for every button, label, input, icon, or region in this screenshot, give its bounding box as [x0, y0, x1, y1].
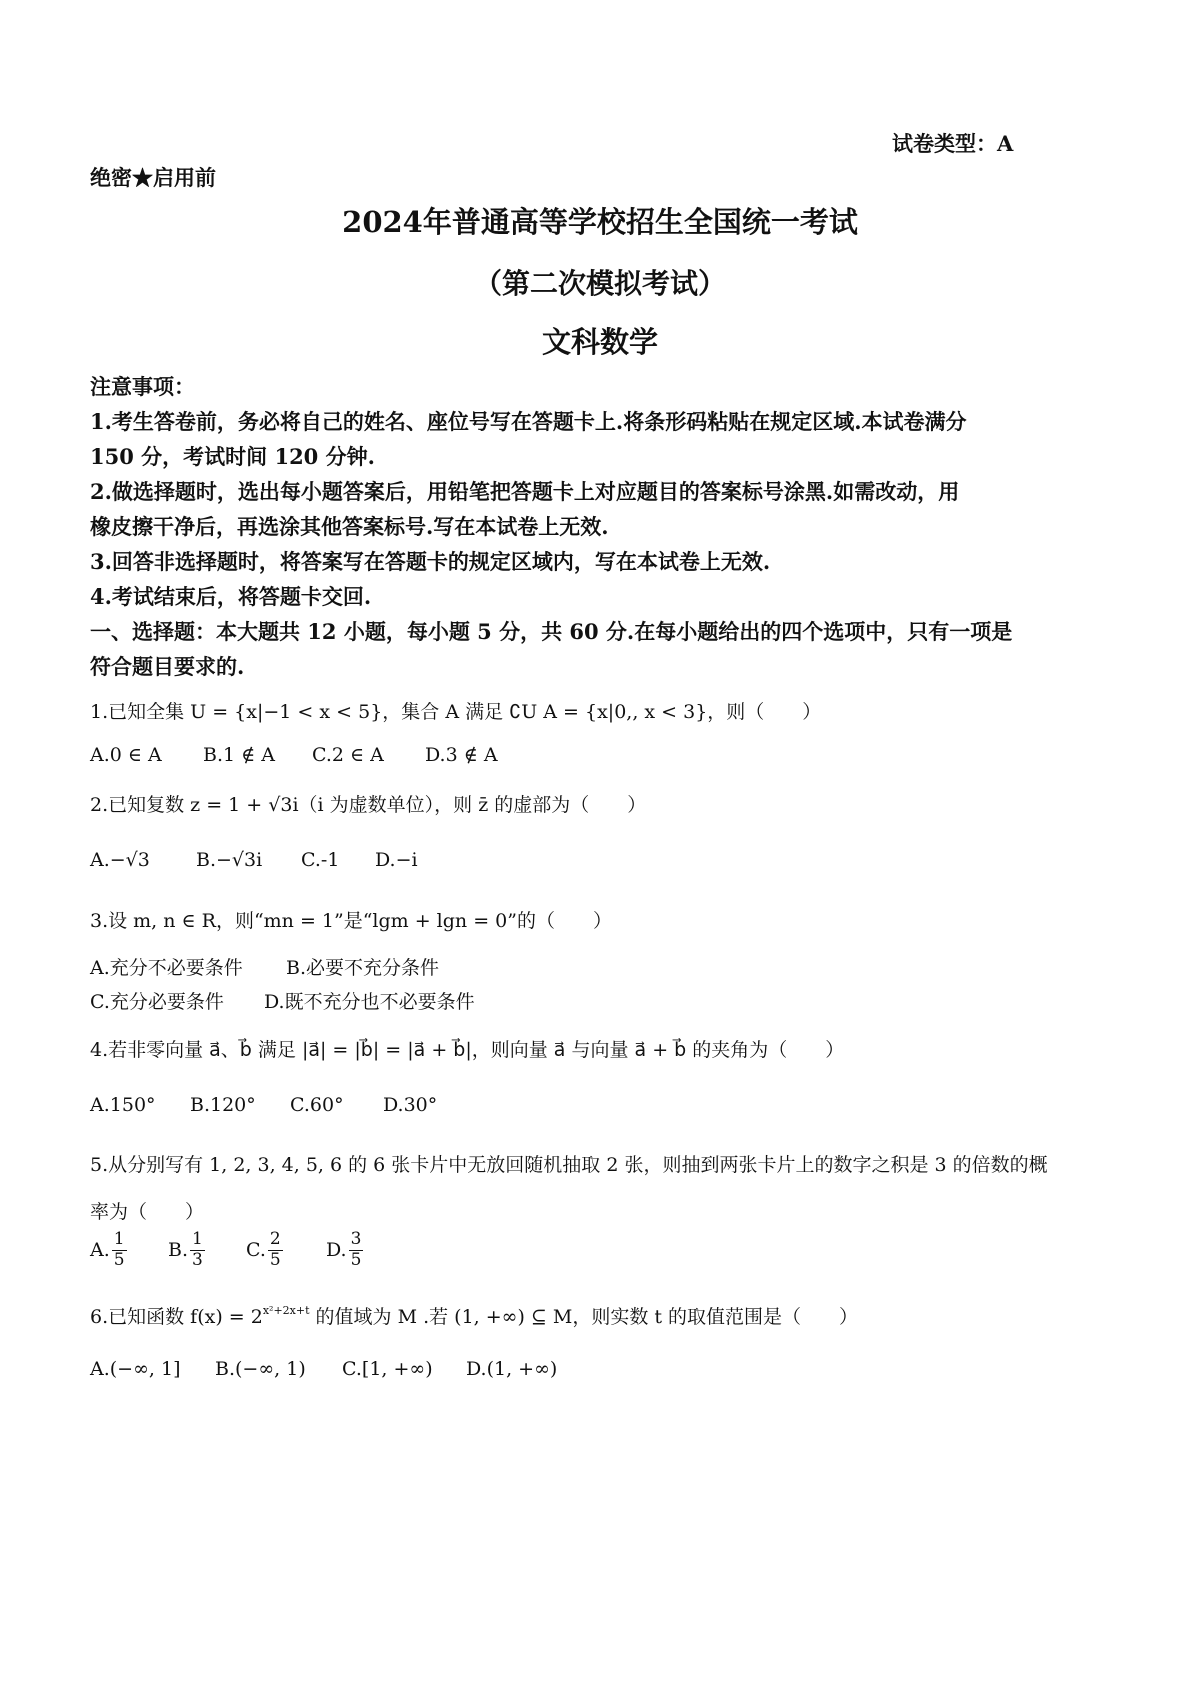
question-6-stem	[90, 1302, 858, 1329]
option-d-fraction	[349, 1230, 364, 1270]
exam-subject: 文科数学	[541, 325, 658, 359]
question-1-option-b: B.1 ∉ A	[203, 744, 275, 766]
section-1-line-1: 一、选择题：本大题共 12 小题，每小题 5 分，共 60 分.在每小题给出的四个选项中，只有一项是	[90, 619, 1013, 644]
question-3-stem: 3.设 m, n ∈ R，则“mn = 1”是“lgm + lgn = 0”的（ ）	[90, 910, 612, 932]
question-3-option-a: A.充分不必要条件	[90, 957, 243, 979]
confidential-label: 绝密★启用前	[90, 165, 216, 190]
question-4-stem: 4.若非零向量 a⃗、b⃗ 满足 |a⃗| = |b⃗| = |a⃗ + b⃗|，则向量 a⃗ 与向量 a⃗ + b⃗ 的夹角为（ ）	[90, 1039, 845, 1061]
option-b-numerator: 1	[192, 1229, 203, 1249]
question-6-option-b: B.(−∞, 1)	[215, 1358, 306, 1380]
option-c-fraction	[268, 1230, 283, 1270]
question-5-option-c	[246, 1230, 283, 1270]
question-4-option-a: A.150°	[90, 1094, 156, 1116]
question-1-option-c: C.2 ∈ A	[312, 744, 384, 766]
question-1-option-d: D.3 ∉ A	[425, 744, 498, 766]
question-5-option-d	[326, 1230, 363, 1270]
option-d-denominator: 5	[350, 1249, 362, 1270]
question-4-option-d: D.30°	[383, 1094, 438, 1116]
option-b-denominator: 3	[192, 1249, 203, 1270]
paper-type: 试卷类型：A	[892, 131, 1014, 156]
question-2-stem: 2.已知复数 z = 1 + √3i（i 为虚数单位），则 z̄ 的虚部为（ ）	[90, 794, 647, 816]
question-6-exponent: x²+2x+t	[262, 1304, 310, 1317]
option-c-numerator: 2	[269, 1229, 281, 1249]
question-6-stem-pre: 6.已知函数 f(x) = 2	[90, 1306, 263, 1328]
question-5-stem-line-1: 5.从分别写有 1, 2, 3, 4, 5, 6 的 6 张卡片中无放回随机抽取 2 张，则抽到两张卡片上的数字之积是 3 的倍数的概	[90, 1154, 1048, 1176]
notice-item-1-line-1: 1.考生答卷前，务必将自己的姓名、座位号写在答题卡上.将条形码粘贴在规定区域.本试卷满分	[90, 409, 967, 434]
question-2-option-b: B.−√3i	[196, 849, 263, 871]
option-a-numerator: 1	[113, 1229, 125, 1249]
option-b-fraction	[190, 1230, 205, 1270]
notice-item-2-line-1: 2.做选择题时，选出每小题答案后，用铅笔把答题卡上对应题目的答案标号涂黑.如需改动，用	[90, 479, 960, 504]
question-1-option-a: A.0 ∈ A	[90, 744, 162, 766]
exam-title: 2024年普通高等学校招生全国统一考试	[342, 205, 858, 239]
question-5-option-a	[90, 1230, 127, 1270]
question-5-option-b	[168, 1230, 205, 1270]
question-6-option-a: A.(−∞, 1]	[90, 1358, 181, 1380]
question-3-option-b: B.必要不充分条件	[286, 957, 440, 979]
notice-item-3: 3.回答非选择题时，将答案写在答题卡的规定区域内，写在本试卷上无效.	[90, 549, 771, 574]
option-c-label: C.	[246, 1239, 266, 1262]
option-a-label: A.	[90, 1239, 110, 1262]
question-2-option-a: A.−√3	[90, 849, 150, 871]
question-2-option-d: D.−i	[375, 849, 418, 871]
option-a-fraction	[112, 1230, 127, 1270]
notice-item-1-line-2: 150 分，考试时间 120 分钟.	[90, 444, 375, 469]
notice-heading: 注意事项：	[90, 374, 195, 399]
question-4-option-b: B.120°	[190, 1094, 256, 1116]
question-2-option-c: C.-1	[301, 849, 340, 871]
option-a-denominator: 5	[113, 1249, 125, 1270]
question-6-stem-post: 的值域为 M .若 (1, +∞) ⊆ M，则实数 t 的取值范围是（ ）	[309, 1306, 859, 1328]
question-4-option-c: C.60°	[290, 1094, 344, 1116]
option-c-denominator: 5	[269, 1249, 281, 1270]
section-1-line-2: 符合题目要求的.	[90, 654, 245, 679]
question-3-option-d: D.既不充分也不必要条件	[264, 991, 475, 1013]
question-1-stem: 1.已知全集 U = {x|−1 < x < 5}，集合 A 满足 ∁U A = {x|0,, x < 3}，则（ ）	[90, 701, 822, 723]
option-d-numerator: 3	[350, 1229, 362, 1249]
question-5-stem-line-2: 率为（ ）	[90, 1201, 205, 1223]
question-3-option-c: C.充分必要条件	[90, 991, 224, 1013]
option-d-label: D.	[326, 1239, 347, 1262]
notice-item-4: 4.考试结束后，将答题卡交回.	[90, 584, 372, 609]
question-6-option-c: C.[1, +∞)	[342, 1358, 433, 1380]
question-6-option-d: D.(1, +∞)	[466, 1358, 558, 1380]
option-b-label: B.	[168, 1239, 189, 1262]
exam-subtitle: （第二次模拟考试）	[473, 267, 726, 300]
notice-item-2-line-2: 橡皮擦干净后，再选涂其他答案标号.写在本试卷上无效.	[90, 514, 609, 539]
